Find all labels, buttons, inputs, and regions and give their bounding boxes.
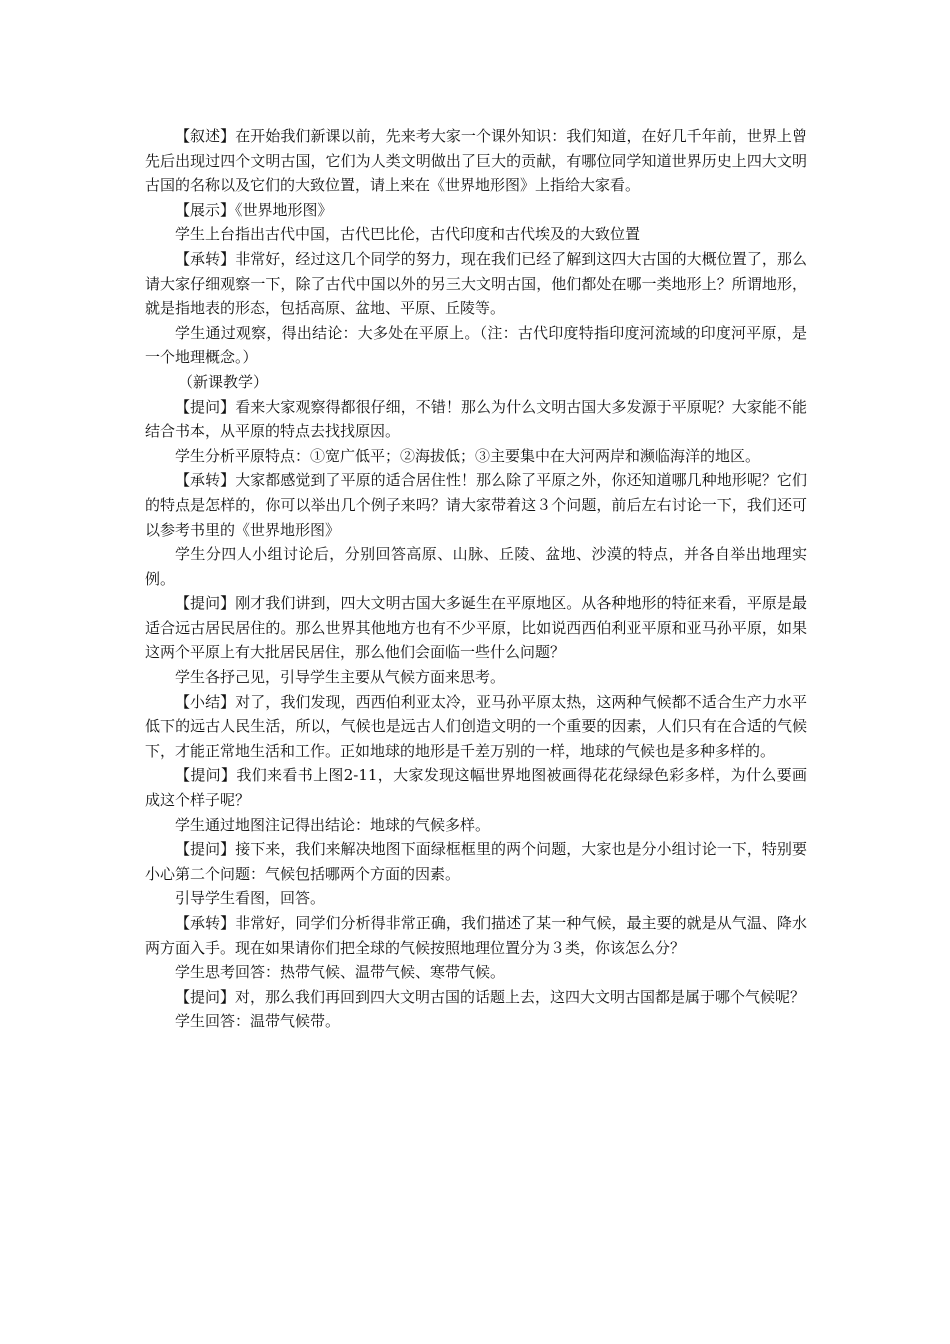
- paragraph: [145, 960, 807, 985]
- paragraph-text: 学生分析平原特点：①宽广低平；②海拔低；③主要集中在大河两岸和濒临海洋的地区。: [175, 446, 761, 465]
- paragraph: [145, 542, 807, 591]
- paragraph-text: 我们来看书上图2-11，大家发现这幅世界地图被画得花花绿绿色彩多样，为什么要画成这个样子呢？: [145, 766, 807, 810]
- paragraph-text: 刚才我们讲到，四大文明古国大多诞生在平原地区。从各种地形的特征来看，平原是最适合远古居民居住的。那么世界其他地方也有不少平原，比如说西西伯利亚平原和亚马孙平原，如果这两个平原上有大批居民居住，那么他们会面临一些什么问题？: [145, 594, 807, 662]
- paragraph-text: 对，那么我们再回到四大文明古国的话题上去，这四大文明古国都是属于哪个气候呢？: [235, 987, 806, 1006]
- paragraph: [145, 1009, 807, 1034]
- paragraph-tag: 【展示】: [175, 200, 236, 219]
- paragraph-text: 学生各抒己见，引导学生主要从气候方面来思考。: [175, 668, 506, 687]
- section-heading: [145, 370, 807, 395]
- paragraph-text: 非常好，经过这几个同学的努力，现在我们已经了解到这四大古国的大概位置了，那么请大家仔细观察一下，除了古代中国以外的另三大文明古国，他们都处在哪一类地形上？所谓地形，就是指地表的形态，包括高原、盆地、平原、丘陵等。: [145, 249, 807, 318]
- paragraph-text: （新课教学）: [178, 372, 269, 391]
- paragraph: [145, 321, 807, 370]
- paragraph: [145, 124, 807, 198]
- paragraph-text: 非常好，同学们分析得非常正确，我们描述了某一种气候，最主要的就是从气温、降水两方面入手。现在如果请你们把全球的气候按照地理位置分为３类，你该怎么分？: [145, 914, 807, 957]
- paragraph-text: 引导学生看图，回答。: [175, 889, 326, 908]
- paragraph-tag: 【叙述】: [175, 127, 236, 145]
- paragraph-text: 大家都感觉到了平原的适合居住性！那么除了平原之外，你还知道哪几种地形呢？它们的特点是怎样的，你可以举出几个例子来吗？请大家带着这３个问题，前后左右讨论一下，我们还可以参考书里的《世界地形图》: [145, 471, 807, 539]
- paragraph: [145, 763, 807, 812]
- paragraph-text: 学生通过地图注记得出结论：地球的气候多样。: [175, 815, 491, 834]
- paragraph-text: 学生通过观察，得出结论：大多处在平原上。（注：古代印度特指印度河流域的印度河平原，是一个地理概念。）: [145, 323, 807, 367]
- paragraph-tag: 【小结】: [175, 692, 236, 711]
- paragraph: [145, 886, 807, 911]
- paragraph: [145, 837, 807, 886]
- paragraph-tag: 【提问】: [175, 840, 236, 859]
- paragraph-text: 在开始我们新课以前，先来考大家一个课外知识：我们知道，在好几千年前，世界上曾先后出现过四个文明古国，它们为人类文明做出了巨大的贡献，有哪位同学知道世界历史上四大文明古国的名称以及它们的大致位置，请上来在《世界地形图》上指给大家看。: [145, 127, 807, 195]
- paragraph: [145, 665, 807, 690]
- paragraph-tag: 【提问】: [175, 766, 237, 785]
- paragraph: [145, 395, 807, 444]
- paragraph-text: 对了，我们发现，西西伯利亚太冷，亚马孙平原太热，这两种气候都不适合生产力水平低下的远古人民生活，所以，气候也是远古人们创造文明的一个重要的因素，人们只有在合适的气候下，才能正常地生活和工作。正如地球的地形是千差万别的一样，地球的气候也是多种多样的。: [145, 692, 807, 760]
- paragraph-tag: 【承转】: [175, 471, 236, 490]
- paragraph-tag: 【承转】: [175, 249, 236, 268]
- paragraph: [145, 985, 807, 1010]
- paragraph-tag: 【提问】: [175, 594, 236, 613]
- document-body: [145, 124, 807, 1034]
- paragraph: [145, 247, 807, 321]
- paragraph-text: 《世界地形图》: [235, 200, 333, 219]
- paragraph-text: 学生分四人小组讨论后，分别回答高原、山脉、丘陵、盆地、沙漠的特点，并各自举出地理实例。: [145, 545, 807, 588]
- paragraph-text: 学生思考回答：热带气候、温带气候、寒带气候。: [175, 963, 506, 982]
- paragraph: [145, 468, 807, 542]
- paragraph: [145, 198, 807, 223]
- paragraph: [145, 690, 807, 764]
- paragraph-text: 学生回答：温带气候带。: [175, 1012, 341, 1031]
- paragraph-tag: 【提问】: [175, 397, 236, 416]
- paragraph: [145, 444, 807, 469]
- paragraph-tag: 【承转】: [175, 914, 236, 932]
- paragraph-text: 学生上台指出古代中国，古代巴比伦，古代印度和古代埃及的大致位置: [175, 225, 641, 244]
- paragraph: [145, 222, 807, 247]
- paragraph: [145, 911, 807, 960]
- paragraph: [145, 591, 807, 665]
- paragraph-text: 接下来，我们来解决地图下面绿框框里的两个问题，大家也是分小组讨论一下，特别要小心第二个问题：气候包括哪两个方面的因素。: [145, 840, 807, 883]
- paragraph-text: 看来大家观察得都很仔细，不错！那么为什么文明古国大多发源于平原呢？大家能不能结合书本，从平原的特点去找找原因。: [145, 397, 807, 441]
- paragraph: [145, 813, 807, 838]
- paragraph-tag: 【提问】: [175, 987, 236, 1006]
